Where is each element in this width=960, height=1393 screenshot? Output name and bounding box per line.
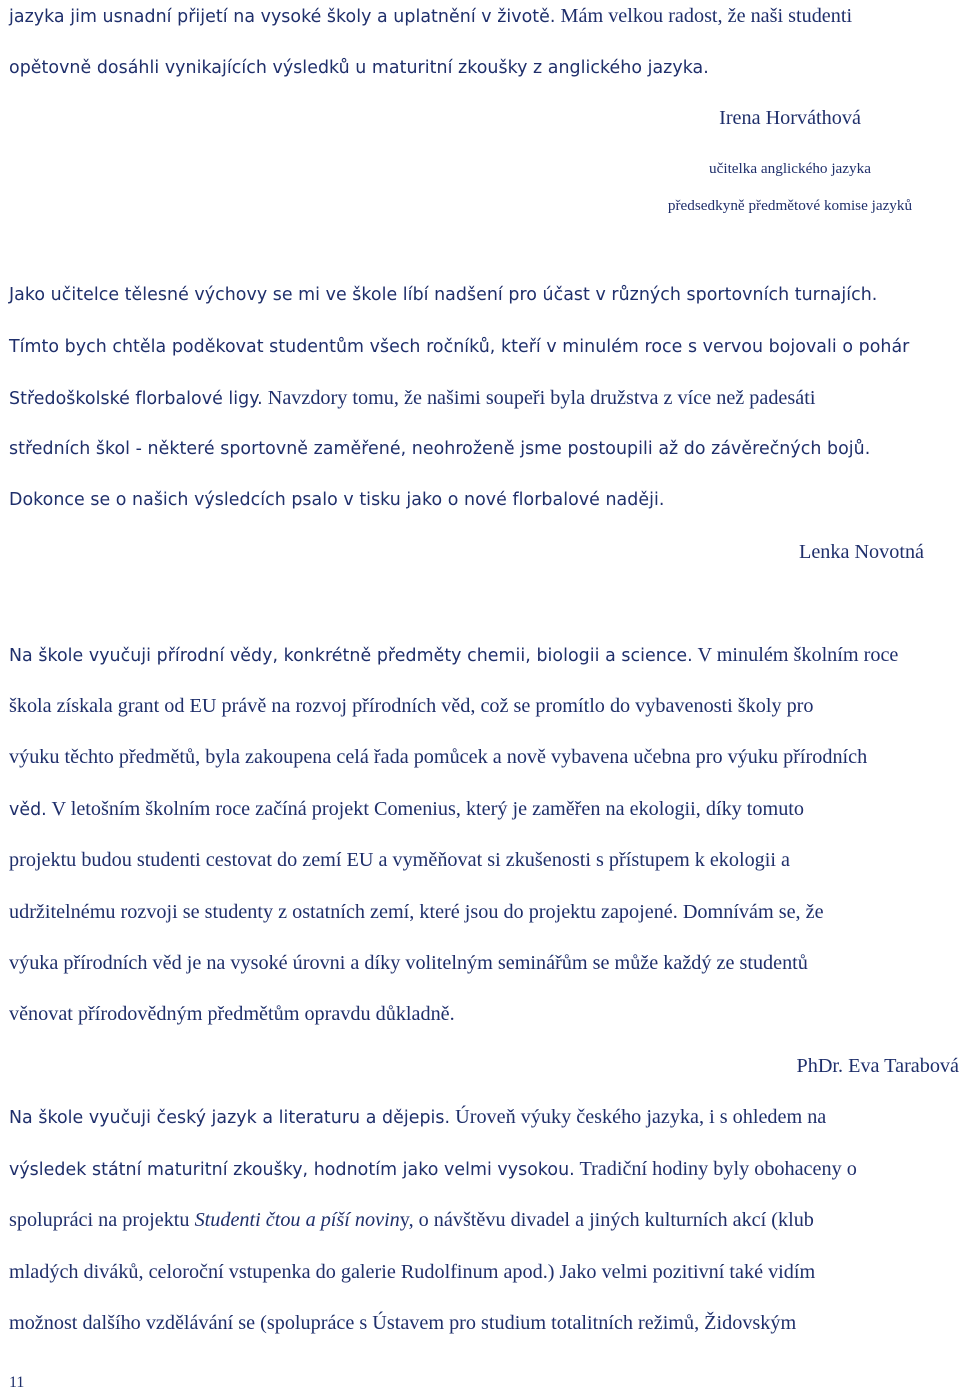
text-span: spolupráci na projektu	[9, 1209, 195, 1231]
text-span: středních škol - některé sportovně zaměřené, neohroženě jsme postoupili až do závěrečných bojů.	[9, 439, 871, 459]
signature-name: Irena Horváthová	[719, 107, 861, 129]
paragraph-line	[9, 951, 808, 976]
paragraph-line	[9, 848, 790, 873]
text-span: výuka přírodních věd je na vysoké úrovni a díky volitelným seminářům se může každý ze studentů	[9, 952, 808, 974]
text-span: Tradiční hodiny byly obohaceny o	[574, 1158, 857, 1180]
project-title: Studenti čtou a píší novin	[194, 1209, 400, 1231]
signature-name: Lenka Novotná	[798, 541, 924, 563]
text-span: V minulém školním roce	[692, 644, 899, 666]
paragraph-line	[9, 1311, 796, 1336]
paragraph-line	[9, 56, 709, 80]
text-span: udržitelnému rozvoji se studenty z ostatních zemí, které jsou do projektu zapojené.	[9, 901, 678, 923]
signature-name: PhDr. Eva Tarabová	[796, 1055, 959, 1077]
paragraph-line	[9, 1002, 455, 1027]
text-span: Jako učitelce tělesné výchovy se mi ve škole líbí nadšení pro účast v různých sportovních turnajích.	[9, 285, 878, 305]
text-span: V letošním školním roce začíná projekt Comenius, který je zaměřen na ekologii, díky tomuto	[46, 798, 805, 820]
paragraph-line	[9, 283, 877, 307]
text-span: Domnívám se, že	[677, 901, 824, 923]
text-span: Navzdory tomu, že našimi soupeři byla družstva z více než padesáti	[262, 387, 816, 409]
text-span: Středoškolské florbalové ligy.	[9, 389, 263, 409]
paragraph-line	[9, 437, 870, 461]
paragraph-line	[9, 797, 804, 822]
text-span: projektu budou studenti cestovat do zemí EU a vyměňovat si zkušenosti s přístupem k ekologii a	[9, 849, 791, 871]
page-number: 11	[9, 1374, 25, 1391]
paragraph-line	[9, 1260, 815, 1285]
paragraph-line	[9, 1105, 826, 1130]
text-span: škola získala grant od EU právě na rozvoj přírodních věd, což se promítlo do vybavenosti školy pro	[9, 695, 814, 717]
text-span: y, o návštěvu divadel a jiných kulturních akcí (klub	[399, 1209, 814, 1231]
text-span: mladých diváků, celoroční vstupenka do galerie Rudolfinum apod.) Jako velmi pozitivní také vidím	[9, 1261, 816, 1283]
paragraph-line	[9, 488, 664, 512]
text-span: možnost dalšího vzdělávání se (spolupráce s Ústavem pro studium totalitních režimů, Židovským	[9, 1312, 797, 1334]
paragraph-line	[9, 335, 909, 359]
signature-role: učitelka anglického jazyka	[709, 160, 871, 177]
text-span: Na škole vyučuji přírodní vědy, konkrétně předměty chemii, biologii a science.	[9, 646, 693, 666]
paragraph-line	[9, 1157, 857, 1182]
text-span: výsledek státní maturitní zkoušky, hodnotím jako velmi vysokou.	[9, 1160, 575, 1180]
paragraph-line	[9, 900, 824, 925]
text-span: Úroveň výuky českého jazyka, i s ohledem na	[450, 1106, 827, 1128]
text-span: výuku těchto předmětů, byla zakoupena celá řada pomůcek a nově vybavena učebna pro výuku přírodních	[9, 746, 868, 768]
text-span: jazyka jim usnadní přijetí na vysoké školy a uplatnění v životě.	[9, 7, 556, 27]
text-span: věd.	[9, 800, 47, 820]
text-span: věnovat přírodovědným předmětům opravdu důkladně.	[9, 1003, 455, 1025]
paragraph-line	[9, 694, 814, 719]
text-span: Mám velkou radost, že naši studenti	[555, 5, 853, 27]
paragraph-line	[9, 4, 852, 29]
paragraph-line	[9, 386, 815, 411]
text-span: Na škole vyučuji český jazyk a literaturu a dějepis.	[9, 1108, 451, 1128]
paragraph-line	[9, 745, 867, 770]
text-span: Tímto bych chtěla poděkovat studentům všech ročníků, kteří v minulém roce s vervou bojovali o pohár	[9, 337, 910, 357]
text-span: Dokonce se o našich výsledcích psalo v tisku jako o nové florbalové naději.	[9, 490, 665, 510]
signature-role: předsedkyně předmětové komise jazyků	[667, 197, 913, 214]
text-span: opětovně dosáhli vynikajících výsledků u maturitní zkoušky z anglického jazyka.	[9, 58, 709, 78]
paragraph-line	[9, 643, 898, 668]
paragraph-line	[9, 1208, 814, 1233]
